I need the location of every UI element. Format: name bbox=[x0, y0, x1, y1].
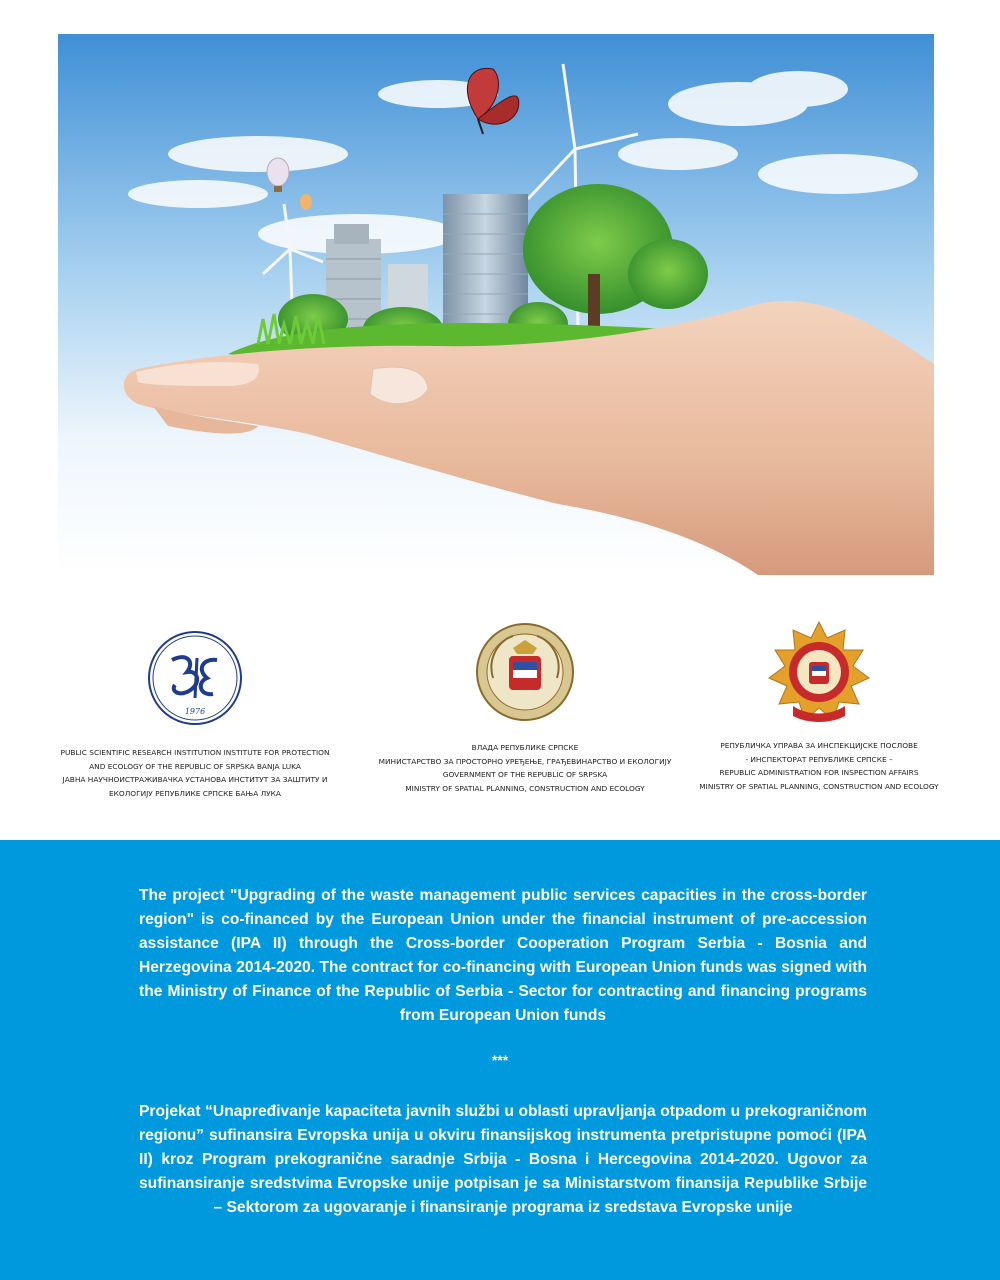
funding-info-band bbox=[0, 840, 1000, 1280]
institute-logo-block bbox=[40, 620, 350, 800]
inspectorate-caption-line: MINISTRY OF SPATIAL PLANNING, CONSTRUCTION AND ECOLOGY bbox=[699, 781, 939, 791]
government-caption-line: МИНИСТАРСТВО ЗА ПРОСТОРНО УРЕЂЕЊЕ, ГРАЂЕВИНАРСТВО И ЕКОЛОГИЈУ bbox=[378, 756, 672, 766]
partner-logos bbox=[0, 620, 1000, 830]
institute-emblem-icon bbox=[147, 630, 243, 726]
inspectorate-badge-icon bbox=[763, 620, 875, 730]
republika-srpska-seal-icon bbox=[473, 620, 577, 724]
government-caption-line: MINISTRY OF SPATIAL PLANNING, CONSTRUCTION AND ECOLOGY bbox=[405, 783, 645, 793]
institute-emblem-year: 1976 bbox=[184, 707, 206, 716]
hero-image bbox=[58, 34, 934, 575]
government-caption bbox=[370, 741, 680, 795]
paragraph-separator: *** bbox=[491, 1052, 509, 1068]
institute-caption-line: ЈАВНА НАУЧНОИСТРАЖИВАЧКА УСТАНОВА ИНСТИТУТ ЗА ЗАШТИТУ И bbox=[62, 775, 328, 784]
funding-paragraph-serbian: Projekat “Unapređivanje kapaciteta javnih službi u oblasti upravljanja otpadom u prekograničnom regionu” sufinansira Evropska unija u okviru finansijskog instrumenta pretpristupne pomoći (IPA II) kroz Program prekogranične saradnje Srbija - Bosna i Hercegovina 2014-2020. Ugovor za sufinansiranje sredstvima Evropske unije potpisan je sa Ministarstvom finansija Republike Srbije – Sektorom za ugovaranje i finansiranje programa iz sredstava Evropske unije bbox=[139, 1103, 867, 1216]
institute-caption-line: PUBLIC SCIENTIFIC RESEARCH INSTITUTION INSTITUTE FOR PROTECTION bbox=[60, 748, 330, 757]
institute-caption-line: ЕКОЛОГИЈУ РЕПУБЛИКЕ СРПСКЕ БАЊА ЛУКА bbox=[108, 788, 281, 798]
inspectorate-caption-line: - ИНСПЕКТОРАТ РЕПУБЛИКЕ СРПСКЕ – bbox=[745, 754, 893, 764]
institute-caption-line: AND ECOLOGY OF THE REPUBLIC OF SRPSKA BANJA LUKA bbox=[89, 761, 301, 771]
inspectorate-caption-line: РЕПУБЛИЧКА УПРАВА ЗА ИНСПЕКЦИЈСКЕ ПОСЛОВЕ bbox=[720, 741, 918, 750]
inspectorate-caption-line: REPUBLIC ADMINISTRATION FOR INSPECTION AFFAIRS bbox=[719, 768, 919, 777]
institute-caption bbox=[40, 746, 350, 800]
hand-city-illustration bbox=[58, 34, 934, 575]
inspectorate-caption bbox=[664, 739, 974, 793]
government-caption-line: GOVERNMENT OF THE REPUBLIC OF SRPSKA bbox=[442, 770, 608, 779]
funding-paragraph-english: The project "Upgrading of the waste management public services capacities in the cross-border region" is co-financed by the European Union under the financial instrument of pre-accession assistance (IPA II) through the Cross-border Cooperation Program Serbia - Bosnia and Herzegovina 2014-2020. The contract for co-financing with European Union funds was signed with the Ministry of Finance of the Republic of Serbia - Sector for contracting and financing programs from European Union funds bbox=[139, 887, 867, 1024]
government-caption-line: ВЛАДА РЕПУБЛИКЕ СРПСКЕ bbox=[471, 743, 579, 752]
inspectorate-logo-block bbox=[664, 620, 974, 793]
government-logo-block bbox=[370, 620, 680, 795]
